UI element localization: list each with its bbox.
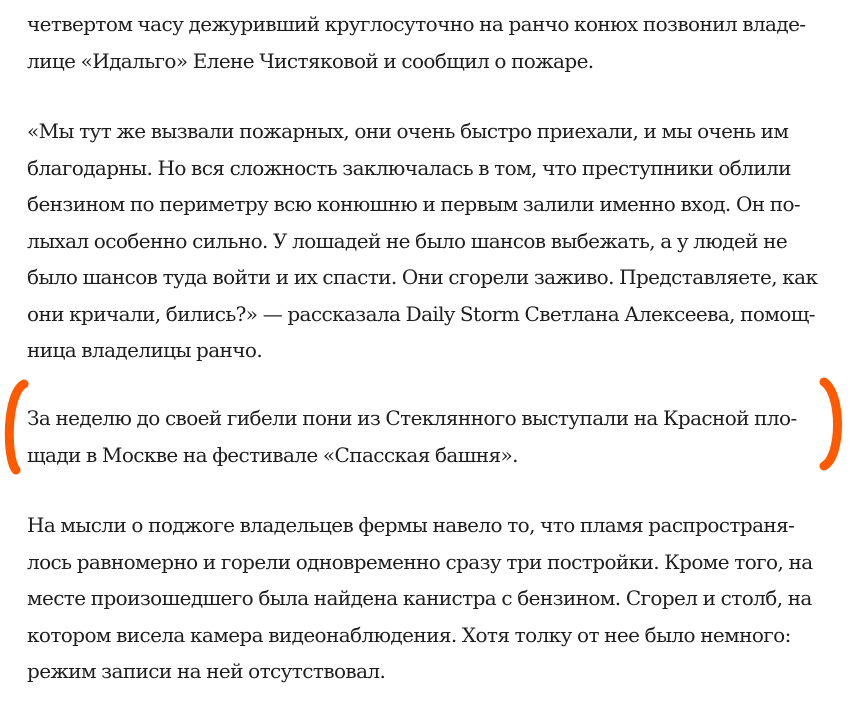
left-bracket-icon [0,376,30,476]
text-line: четвертом часу дежуривший круглосуточно на ранчо конюх позвонил владе- [27,12,806,36]
text-line: щади в Москве на фестивале «Спасская башня». [27,442,518,467]
text-line: было шансов туда войти и их спасти. Они сгорели заживо. Представляете, как [27,265,818,289]
text-line: лыхал особенно сильно. У лошадей не было шансов выбежать, а у людей не [27,228,788,253]
text-line: режим записи на ней отсутствовал. [27,659,386,683]
text-line: «Мы тут же вызвали пожарных, они очень быстро приехали, и мы очень им [27,119,789,143]
text-line: ница владелицы ранчо. [27,338,263,362]
text-line: они кричали, бились?» — рассказала Daily Storm Светлана Алексеева, помощ- [27,301,815,326]
right-bracket-icon [812,376,842,476]
paragraph-quote [27,113,817,369]
paragraph-highlighted [27,400,797,473]
paragraph-4 [27,507,813,690]
text-line: бензином по периметру всю конюшню и первым залили именно вход. Он по- [27,192,801,216]
text-line: За неделю до своей гибели пони из Стеклянного выступали на Красной пло- [27,406,797,430]
text-line: На мысли о поджоге владельцев фермы навело то, что пламя распространя- [27,513,795,537]
paragraph-1 [27,6,805,79]
text-line: благодарны. Но вся сложность заключалась в том, что преступники облили [27,155,791,180]
text-line: лось равномерно и горели одновременно сразу три постройки. Кроме того, на [27,549,813,574]
text-line: котором висела камера видеонаблюдения. Хотя толку от нее было немного: [27,622,791,647]
text-line: месте произошедшего была найдена канистра с бензином. Сгорел и столб, на [27,586,812,610]
text-line: лице «Идальго» Елене Чистяковой и сообщил о пожаре. [27,48,594,73]
